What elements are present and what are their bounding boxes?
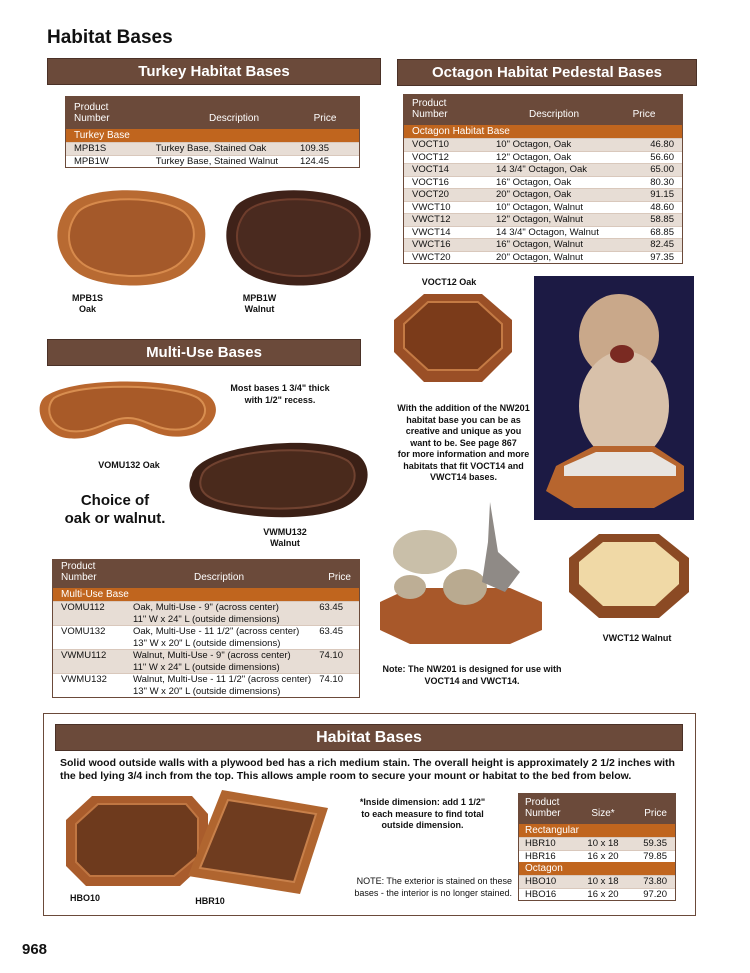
multi-th-number: Number xyxy=(61,572,97,583)
product-price: 124.45 xyxy=(299,155,329,167)
table-row xyxy=(404,226,682,239)
product-price: 91.15 xyxy=(650,189,674,200)
product-description: Turkey Base, Stained Walnut xyxy=(155,155,279,167)
turkey-th-description: Description xyxy=(208,113,260,124)
table-row xyxy=(53,601,359,625)
turkey-base-oak-image xyxy=(48,186,208,290)
product-price: 74.10 xyxy=(319,650,343,661)
product-price: 68.85 xyxy=(650,226,674,238)
octagon-price-table xyxy=(403,94,683,264)
thickness-note xyxy=(225,383,335,406)
product-number: VWCT10 xyxy=(412,201,451,213)
product-number: VOCT20 xyxy=(412,189,449,200)
text-line: VWCT14 bases. xyxy=(429,472,498,482)
product-number: VOCT12 xyxy=(412,151,449,163)
table-row xyxy=(404,213,682,226)
text-line: VOCT14 and VWCT14. xyxy=(424,675,520,686)
text-line: bases - the interior is no longer stained. xyxy=(354,887,512,898)
product-number: VOMU112 xyxy=(61,602,105,613)
product-description: 10" Octagon, Walnut xyxy=(496,201,583,213)
multi-use-price-table xyxy=(52,559,360,698)
description-line: 13" W x 20" L (outside dimensions) xyxy=(133,637,281,649)
octagon-th-description: Description xyxy=(528,109,580,120)
text-line: with 1/2" recess. xyxy=(244,394,316,405)
product-number: VWMU112 xyxy=(61,650,107,661)
mpb1s-label xyxy=(60,293,115,315)
table-row xyxy=(404,151,682,164)
hbr10-image xyxy=(182,786,332,898)
multi-category: Multi-Use Base xyxy=(53,588,359,601)
product-number: HBO10 xyxy=(525,876,557,887)
table-row xyxy=(404,238,682,251)
product-price: 80.30 xyxy=(650,176,674,188)
page-title: Habitat Bases xyxy=(47,27,173,48)
product-description xyxy=(133,650,319,673)
multi-use-banner: Multi-Use Bases xyxy=(47,339,361,366)
text-line: outside dimension. xyxy=(381,820,464,830)
octagon-category: Octagon Habitat Base xyxy=(404,125,682,138)
label-line: Oak xyxy=(78,304,96,314)
hbo10-label: HBO10 xyxy=(69,893,100,903)
product-size: 10 x 18 xyxy=(587,838,619,849)
habitat-th-price: Price xyxy=(644,808,667,819)
product-price: 74.10 xyxy=(319,674,343,685)
product-description xyxy=(133,674,319,697)
product-description: 14 3/4" Octagon, Oak xyxy=(496,164,588,175)
vwct12-label: VWCT12 Walnut xyxy=(602,633,672,643)
product-price: 46.80 xyxy=(650,139,674,150)
product-price: 58.85 xyxy=(650,214,674,225)
table-row xyxy=(404,201,682,214)
description-line: Oak, Multi-Use - 9" (across center) xyxy=(133,602,279,613)
text-line: With the addition of the NW201 xyxy=(397,403,530,413)
habitat-intro: Solid wood outside walls with a plywood bed has a rich medium stain. The overall height is approximately 2 1/2 inches with the bed lying 3/4 inch from the top. This allows ample room to secure your mount or habitat to the bed from below. xyxy=(60,757,675,782)
product-price: 63.45 xyxy=(319,626,343,637)
product-number: MPB1S xyxy=(74,143,107,154)
octagon-th-number: Number xyxy=(412,109,448,120)
table-row xyxy=(66,155,359,168)
turkey-category: Turkey Base xyxy=(66,129,359,142)
description-line: 11" W x 24" L (outside dimensions) xyxy=(133,661,280,673)
product-description xyxy=(133,602,319,625)
hbr10-label: HBR10 xyxy=(195,896,225,906)
page-number: 968 xyxy=(22,941,48,958)
habitat-category: Rectangular xyxy=(519,824,675,837)
table-row xyxy=(53,673,359,697)
text-line: want to be. See page 867 xyxy=(410,437,517,448)
product-price: 109.35 xyxy=(299,143,329,154)
product-number: VWCT20 xyxy=(412,251,451,263)
product-price: 79.85 xyxy=(643,850,667,862)
product-number: HBR10 xyxy=(525,838,556,849)
vwmu132-label xyxy=(254,527,316,549)
multi-th-description: Description xyxy=(193,572,245,583)
octagon-th-price: Price xyxy=(632,109,656,120)
table-row xyxy=(53,625,359,649)
product-number: MPB1W xyxy=(74,155,109,167)
mpb1w-label xyxy=(232,293,287,315)
product-description: 14 3/4" Octagon, Walnut xyxy=(496,226,599,238)
product-number: VOCT14 xyxy=(412,164,449,175)
voct12-image xyxy=(390,290,516,388)
product-description: 20" Octagon, Oak xyxy=(496,189,572,200)
product-number: VOCT10 xyxy=(412,139,449,150)
habitat-th-product: Product xyxy=(525,797,560,808)
turkey-banner: Turkey Habitat Bases xyxy=(47,58,381,85)
table-row xyxy=(519,850,675,863)
turkey-th-price: Price xyxy=(313,113,337,124)
product-number: VWMU132 xyxy=(61,674,107,685)
turkey-th-product: Product xyxy=(74,102,109,113)
product-description: 12" Octagon, Oak xyxy=(496,151,572,163)
table-row xyxy=(519,875,675,888)
product-description: 20" Octagon, Walnut xyxy=(496,251,583,263)
label-line: VWMU132 xyxy=(263,527,307,537)
table-row xyxy=(66,142,359,155)
product-number: VWCT16 xyxy=(412,239,451,250)
description-line: Oak, Multi-Use - 11 1/2" (across center) xyxy=(133,626,300,637)
product-price: 59.35 xyxy=(643,838,667,849)
product-price: 48.60 xyxy=(650,201,674,213)
multi-th-price: Price xyxy=(328,572,351,583)
text-line: creative and unique as you xyxy=(405,426,522,436)
table-row xyxy=(404,138,682,151)
habitat-th-number: Number xyxy=(525,808,561,819)
text-line: habitats that fit VOCT14 and xyxy=(403,460,524,471)
text-line: *Inside dimension: add 1 1/2" xyxy=(359,797,486,807)
product-size: 10 x 18 xyxy=(587,876,619,887)
habitat-price-table xyxy=(518,793,676,901)
inside-dimension-note xyxy=(340,797,505,832)
label-line: MPB1S xyxy=(71,293,103,303)
turkey-base-walnut-image xyxy=(218,186,372,290)
stain-note xyxy=(322,876,512,899)
habitat-banner: Habitat Bases xyxy=(55,724,683,751)
product-description xyxy=(133,626,319,649)
table-row xyxy=(519,888,675,901)
text-line: oak or walnut. xyxy=(64,510,166,527)
product-size: 16 x 20 xyxy=(587,850,619,862)
table-row xyxy=(519,837,675,850)
description-line: Walnut, Multi-Use - 9" (across center) xyxy=(133,650,291,661)
vomu132-label: VOMU132 Oak xyxy=(98,460,160,470)
text-line: Most bases 1 3/4" thick xyxy=(230,383,330,393)
product-number: VOMU132 xyxy=(61,626,106,637)
product-price: 82.45 xyxy=(650,239,674,250)
nw201-habitat-image xyxy=(370,492,550,652)
table-row xyxy=(404,176,682,189)
choice-text xyxy=(48,492,182,528)
text-line: for more information and more xyxy=(397,449,530,459)
product-price: 56.60 xyxy=(650,151,674,163)
text-line: Note: The NW201 is designed for use with xyxy=(382,664,562,674)
multi-th-product: Product xyxy=(61,561,96,572)
product-description: 10" Octagon, Oak xyxy=(496,139,572,150)
nw201-note xyxy=(372,664,572,687)
product-price: 97.35 xyxy=(650,251,674,263)
label-line: MPB1W xyxy=(242,293,277,303)
text-line: habitat base you can be as xyxy=(406,414,521,425)
product-number: VWCT12 xyxy=(412,214,451,225)
product-description: 12" Octagon, Walnut xyxy=(496,214,583,225)
cougar-mount-photo xyxy=(534,276,694,520)
product-price: 73.80 xyxy=(643,876,667,887)
description-line: 11" W x 24" L (outside dimensions) xyxy=(133,613,280,625)
text-line: to each measure to find total xyxy=(361,808,484,819)
table-row xyxy=(404,251,682,264)
vwmu132-walnut-image xyxy=(180,435,372,519)
product-number: VWCT14 xyxy=(412,226,451,238)
product-price: 97.20 xyxy=(643,888,667,900)
product-description: 16" Octagon, Walnut xyxy=(496,239,583,250)
product-description: 16" Octagon, Oak xyxy=(496,176,572,188)
octagon-banner: Octagon Habitat Pedestal Bases xyxy=(397,59,697,86)
habitat-category: Octagon xyxy=(519,862,675,875)
table-row xyxy=(404,163,682,176)
product-number: HBO16 xyxy=(525,888,557,900)
product-number: VOCT16 xyxy=(412,176,449,188)
text-line: Choice of xyxy=(80,492,150,509)
label-line: Walnut xyxy=(244,304,275,314)
nw201-description xyxy=(386,403,541,484)
table-row xyxy=(404,188,682,201)
habitat-th-size: Size* xyxy=(591,808,615,819)
product-number: HBR16 xyxy=(525,850,556,862)
vwct12-image xyxy=(565,532,693,622)
description-line: Walnut, Multi-Use - 11 1/2" (across center) xyxy=(133,674,312,685)
turkey-th-number: Number xyxy=(74,113,110,124)
turkey-price-table xyxy=(65,96,360,168)
product-price: 63.45 xyxy=(319,602,343,613)
product-price: 65.00 xyxy=(650,164,674,175)
octagon-th-product: Product xyxy=(412,98,447,109)
description-line: 13" W x 20" L (outside dimensions) xyxy=(133,685,281,697)
product-description: Turkey Base, Stained Oak xyxy=(155,143,267,154)
label-line: Walnut xyxy=(270,538,300,548)
voct12-label: VOCT12 Oak xyxy=(421,277,477,287)
table-row xyxy=(53,649,359,673)
product-size: 16 x 20 xyxy=(587,888,619,900)
text-line: NOTE: The exterior is stained on these xyxy=(356,876,512,886)
